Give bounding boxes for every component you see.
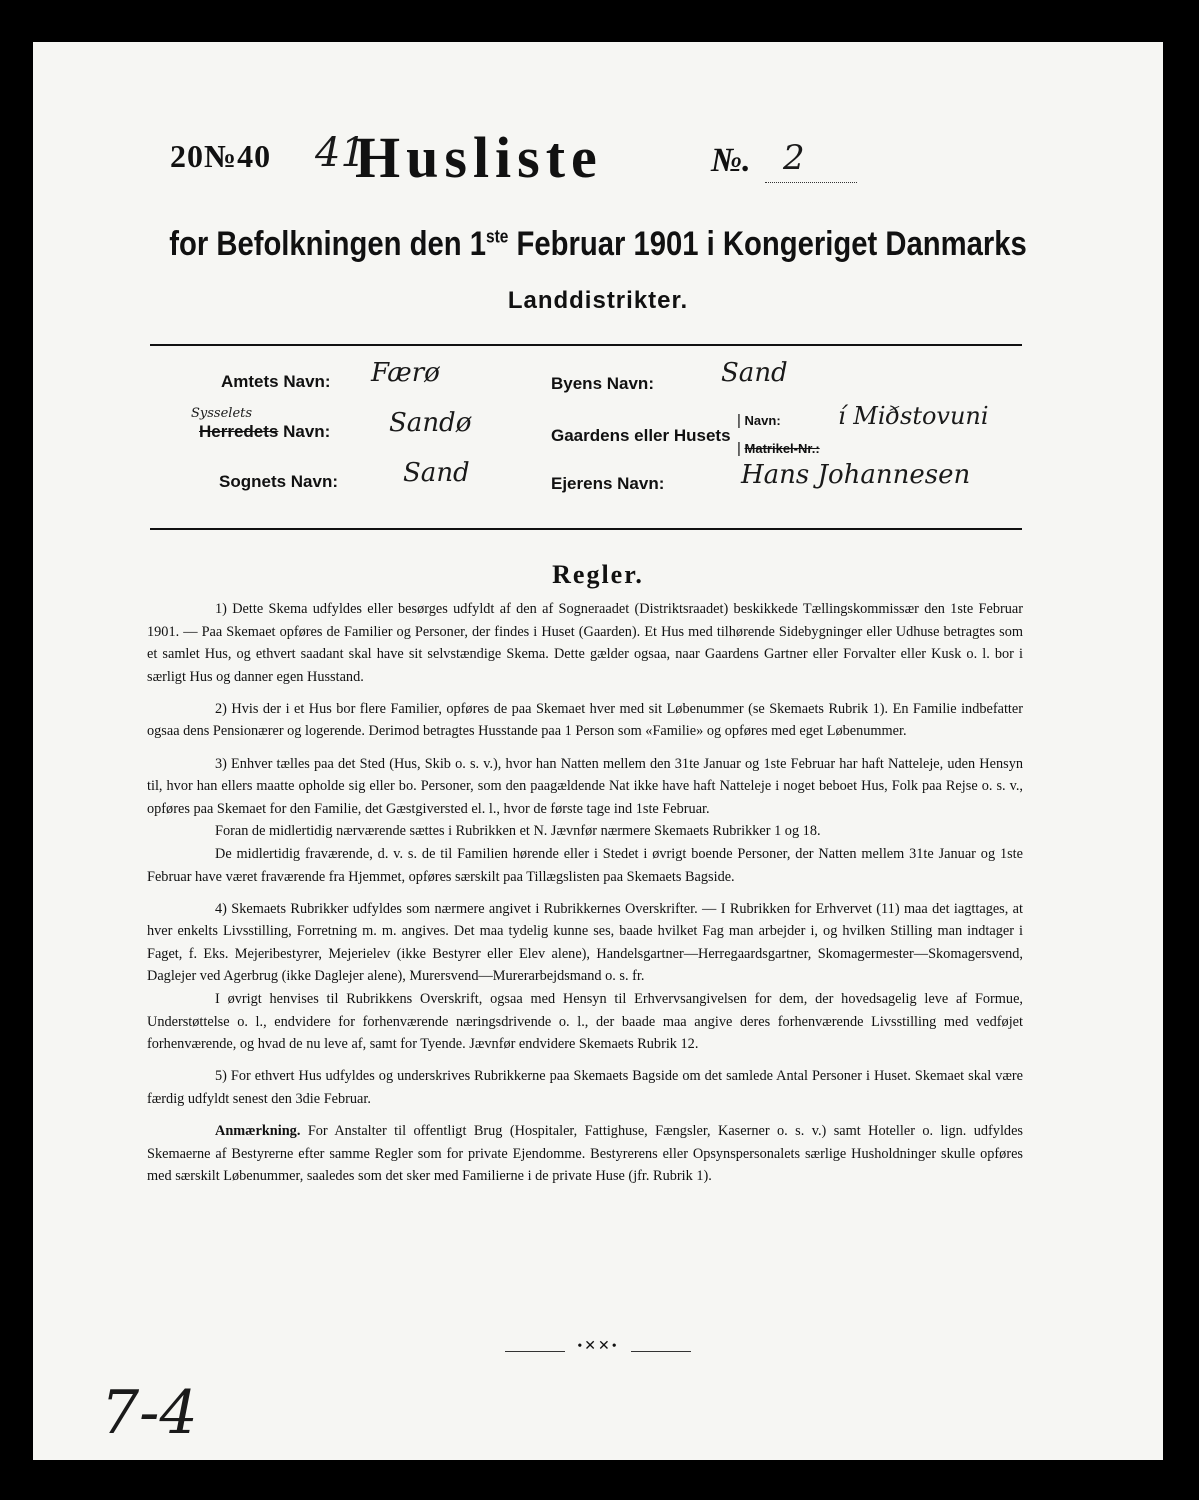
navn-label: | Navn: <box>737 412 781 429</box>
herred-label <box>199 422 330 442</box>
rule-4: 4) Skemaets Rubrikker udfyldes som nærmere angivet i Rubrikkernes Overskrifter. — I Rubrikken for Erhvervet (11) maa det iagttages, at hver enkelts Livsstilling, Forretning m. m. angives. Det maa tydelig kunne ses, baade hvilket Fag man arbejder i, og hvilken Stilling man indtager i Faget, f. Eks. Mejeribestyrer, Mejerielev (ikke Bestyrer eller Elev alene), Handelsgartner—Herregaardsgartner, Skomagermester—Skomagersvend, Daglejer ved Agerbrug (ikke Daglejer alene), Murersvend—Murerarbejdsmand o. s. fr. <box>147 900 1023 985</box>
rule-1: 1) Dette Skema udfyldes eller besørges udfyldt af den af Sogneraadet (Distriktsraadet) beskikkede Tællingskommissær den 1ste Februar 1901. — Paa Skemaet opføres de Familier og Personer, der findes i Huset (Gaarden). Et Hus med tilhørende Sidebygninger eller Udhuse betragtes som et samlet Hus, og ethvert saadant skal have sit selvstændige Skema. Dette gælder ogsaa, naar Gaardens Gartner eller Forvalter eller Kusk o. l. bor i særligt Hus og danner egen Husstand. <box>147 601 1023 685</box>
herred-label-text: Navn: <box>278 422 331 441</box>
sogn-label: Sognets Navn: <box>219 472 339 491</box>
rule-5: 5) For ethvert Hus udfyldes og underskrives Rubrikkerne paa Skemaets Bagside om det samlede Antal Personer i Huset. Skemaet skal være færdig udfyldt senest den 3die Februar. <box>147 1068 1023 1107</box>
ornament: •✕✕• <box>577 1339 619 1354</box>
page-title: Husliste <box>355 125 603 190</box>
amt-value: Færø <box>371 358 440 388</box>
rules-heading: Regler. <box>552 560 644 589</box>
handwritten-page-number: 7-4 <box>101 1378 198 1448</box>
herred-value: Sandø <box>389 408 472 438</box>
list-number-value: 2 <box>783 138 805 178</box>
matrikel-struck: Matrikel-Nr.: <box>744 441 820 456</box>
by-label: Byens Navn: <box>551 374 654 393</box>
rule-3-note-n: Foran de midlertidig nærværende sættes i Rubrikken et N. Jævnfør nærmere Skemaets Rubrikker 1 og 18. <box>215 823 821 840</box>
navn-value: í Miðstovuni <box>838 402 989 430</box>
matrikel-label: | Matrikel-Nr.: <box>737 440 820 457</box>
remark <box>147 1120 1023 1188</box>
syssel-handwritten: Sysselets <box>191 406 253 421</box>
ejer-value: Hans Johannesen <box>741 460 971 490</box>
rules-body <box>147 598 1023 1197</box>
rule-4-note: I øvrigt henvises til Rubrikkens Overskrift, ogsaa med Hensyn til Erhvervsangivelsen for dem, der hovedsagelig leve af Formue, Understøttelse o. l., endvidere for forhenværende næringsdrivende o. l., der baade maa angive deres forhenværende Livsstilling med vedføjet forhenværende, og hvad de nu leve af, samt for Tyende. Jævnfør endvidere Skemaets Rubrik 12. <box>147 991 1023 1053</box>
rule-3: 3) Enhver tælles paa det Sted (Hus, Skib o. s. v.), hvor han Natten mellem den 31te Januar og 1ste Februar har haft Natteleje, uden Hensyn til, hvor han ellers maatte opholde sig eller bo. Personer, som den paagældende Nat ikke have haft Natteleje i noget beboet Hus, Folk paa Rejse o. s. v., opføres paa Skemaet for den Familie, det Gæstgiversted el. l., hvor de første tage ind 1ste Februar. <box>147 755 1023 817</box>
navn-label-text: Navn: <box>744 413 781 428</box>
subtitle-part-2: Februar 1901 i Kongeriget Danmarks <box>508 225 1027 263</box>
gaard-label: Gaardens eller Husets <box>551 426 731 445</box>
subtitle-superscript: ste <box>486 226 509 247</box>
remark-text: For Anstalter til offentligt Brug (Hospitaler, Fattighuse, Fængsler, Kaserner o. s. v.) samt Hoteller o. lign. udfyldes Skemaerne af Bestyrerne efter samme Regler som for private Ejendomme. Bestyrerens eller Opsynspersonalets særlige Husholdninger skulle opføres med særskilt Løbenummer, saaledes som det sker med Familierne i de private Huse (jfr. Rubrik 1). <box>147 1122 1023 1185</box>
number-sign: №. <box>711 142 751 179</box>
form-number-prefix: 20№40 <box>170 138 272 174</box>
census-form-page <box>33 42 1163 1460</box>
divider-top <box>150 344 1022 346</box>
divider-bottom <box>150 528 1022 530</box>
district-heading: Landdistrikter. <box>507 287 689 314</box>
subtitle-part-1: for Befolkningen den 1 <box>169 225 487 263</box>
rule-3-absent: De midlertidig fraværende, d. v. s. de til Familien hørende eller i Stedet i øvrigt boende Personer, der Natten mellem 31te Januar og 1ste Februar have været fraværende fra Hjemmet, opføres særskilt paa Tillægslisten paa Skemaets Bagside. <box>147 845 1023 885</box>
amt-label: Amtets Navn: <box>221 372 331 391</box>
number-underline <box>765 182 857 183</box>
sogn-value: Sand <box>403 458 470 488</box>
rule-2: 2) Hvis der i et Hus bor flere Familier, opføres de paa Skemaet hver med sit Løbenummer (se Skemaets Rubrik 1). En Familie indbefatter ogsaa dens Pensionærer og logerende. Derimod betragtes Husstande paa 1 Person som «Familie» og opføres med eget Løbenummer. <box>147 700 1023 740</box>
herred-struck: Herredets <box>199 422 279 441</box>
subtitle <box>112 225 1084 264</box>
by-value: Sand <box>721 358 788 388</box>
ejer-label: Ejerens Navn: <box>551 474 665 493</box>
handwritten-form-number: 41 <box>315 130 366 176</box>
ornament-line-right <box>631 1351 691 1352</box>
remark-label: Anmærkning. <box>215 1122 301 1139</box>
